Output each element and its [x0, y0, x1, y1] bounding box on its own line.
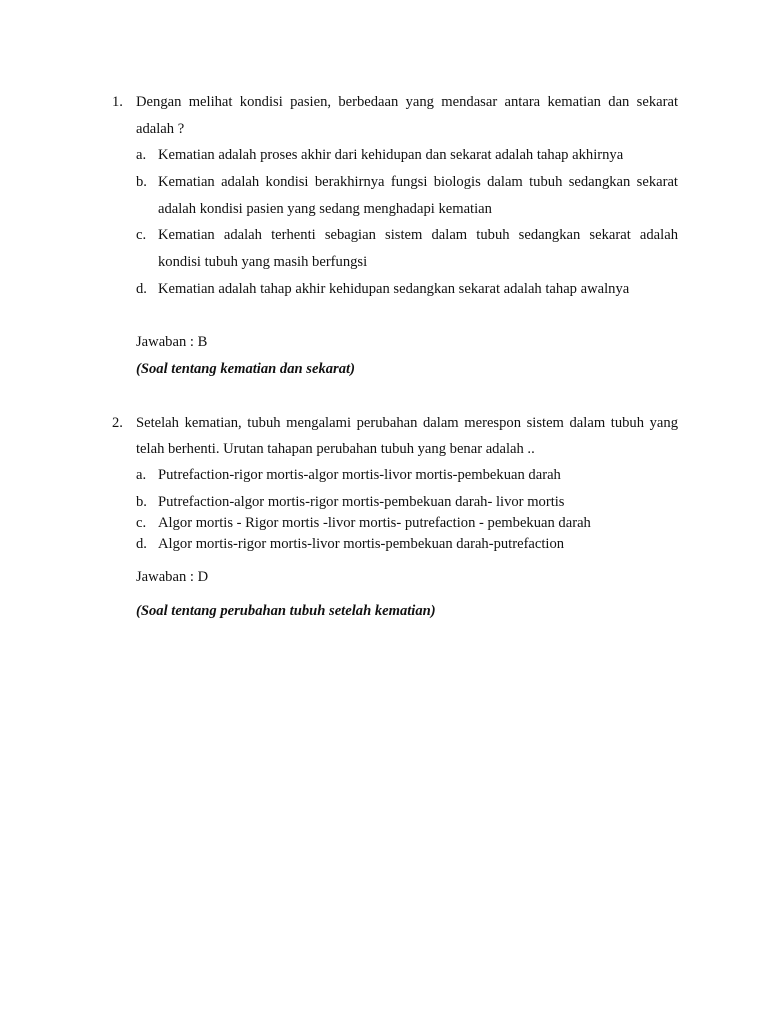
answer-key: Jawaban : B	[136, 334, 208, 350]
option-d-text: Algor mortis-rigor mortis-livor mortis-pembekuan darah-putrefaction	[158, 536, 565, 552]
option-b-text-line-1: Kematian adalah kondisi berakhirnya fungsi biologis dalam tubuh sedangkan sekarat	[158, 174, 678, 190]
option-b-text-line-2: adalah kondisi pasien yang sedang menghadapi kematian	[158, 201, 492, 217]
question-stem-line-1: Setelah kematian, tubuh mengalami perubahan dalam merespon sistem dalam tubuh yang	[136, 415, 678, 431]
option-letter: b.	[136, 174, 147, 190]
question-stem-line-2: telah berhenti. Urutan tahapan perubahan tubuh yang benar adalah ..	[136, 441, 535, 457]
option-c-text: Algor mortis - Rigor mortis -livor mortis- putrefaction - pembekuan darah	[158, 515, 591, 531]
option-letter: d.	[136, 281, 147, 297]
option-d-text: Kematian adalah tahap akhir kehidupan sedangkan sekarat adalah tahap awalnya	[158, 281, 630, 297]
option-letter: b.	[136, 494, 147, 510]
option-a-text: Putrefaction-rigor mortis-algor mortis-livor mortis-pembekuan darah	[158, 467, 561, 483]
option-letter: a.	[136, 147, 147, 163]
option-letter: c.	[136, 515, 147, 531]
question-topic-note: (Soal tentang perubahan tubuh setelah kematian)	[136, 603, 436, 619]
question-topic-note: (Soal tentang kematian dan sekarat)	[136, 361, 355, 377]
question-stem-line-1: Dengan melihat kondisi pasien, berbedaan yang mendasar antara kematian dan sekarat	[136, 94, 678, 110]
question-number: 1.	[112, 94, 123, 110]
option-letter: d.	[136, 536, 147, 552]
option-letter: a.	[136, 467, 147, 483]
option-b-text: Putrefaction-algor mortis-rigor mortis-pembekuan darah- livor mortis	[158, 494, 565, 510]
option-c-text-line-2: kondisi tubuh yang masih berfungsi	[158, 254, 368, 270]
option-letter: c.	[136, 227, 147, 243]
option-a-text: Kematian adalah proses akhir dari kehidupan dan sekarat adalah tahap akhirnya	[158, 147, 624, 163]
answer-key: Jawaban : D	[136, 569, 209, 585]
question-number: 2.	[112, 415, 123, 431]
option-c-text-line-1: Kematian adalah terhenti sebagian sistem dalam tubuh sedangkan sekarat adalah	[158, 227, 678, 243]
question-stem-line-2: adalah ?	[136, 121, 185, 137]
